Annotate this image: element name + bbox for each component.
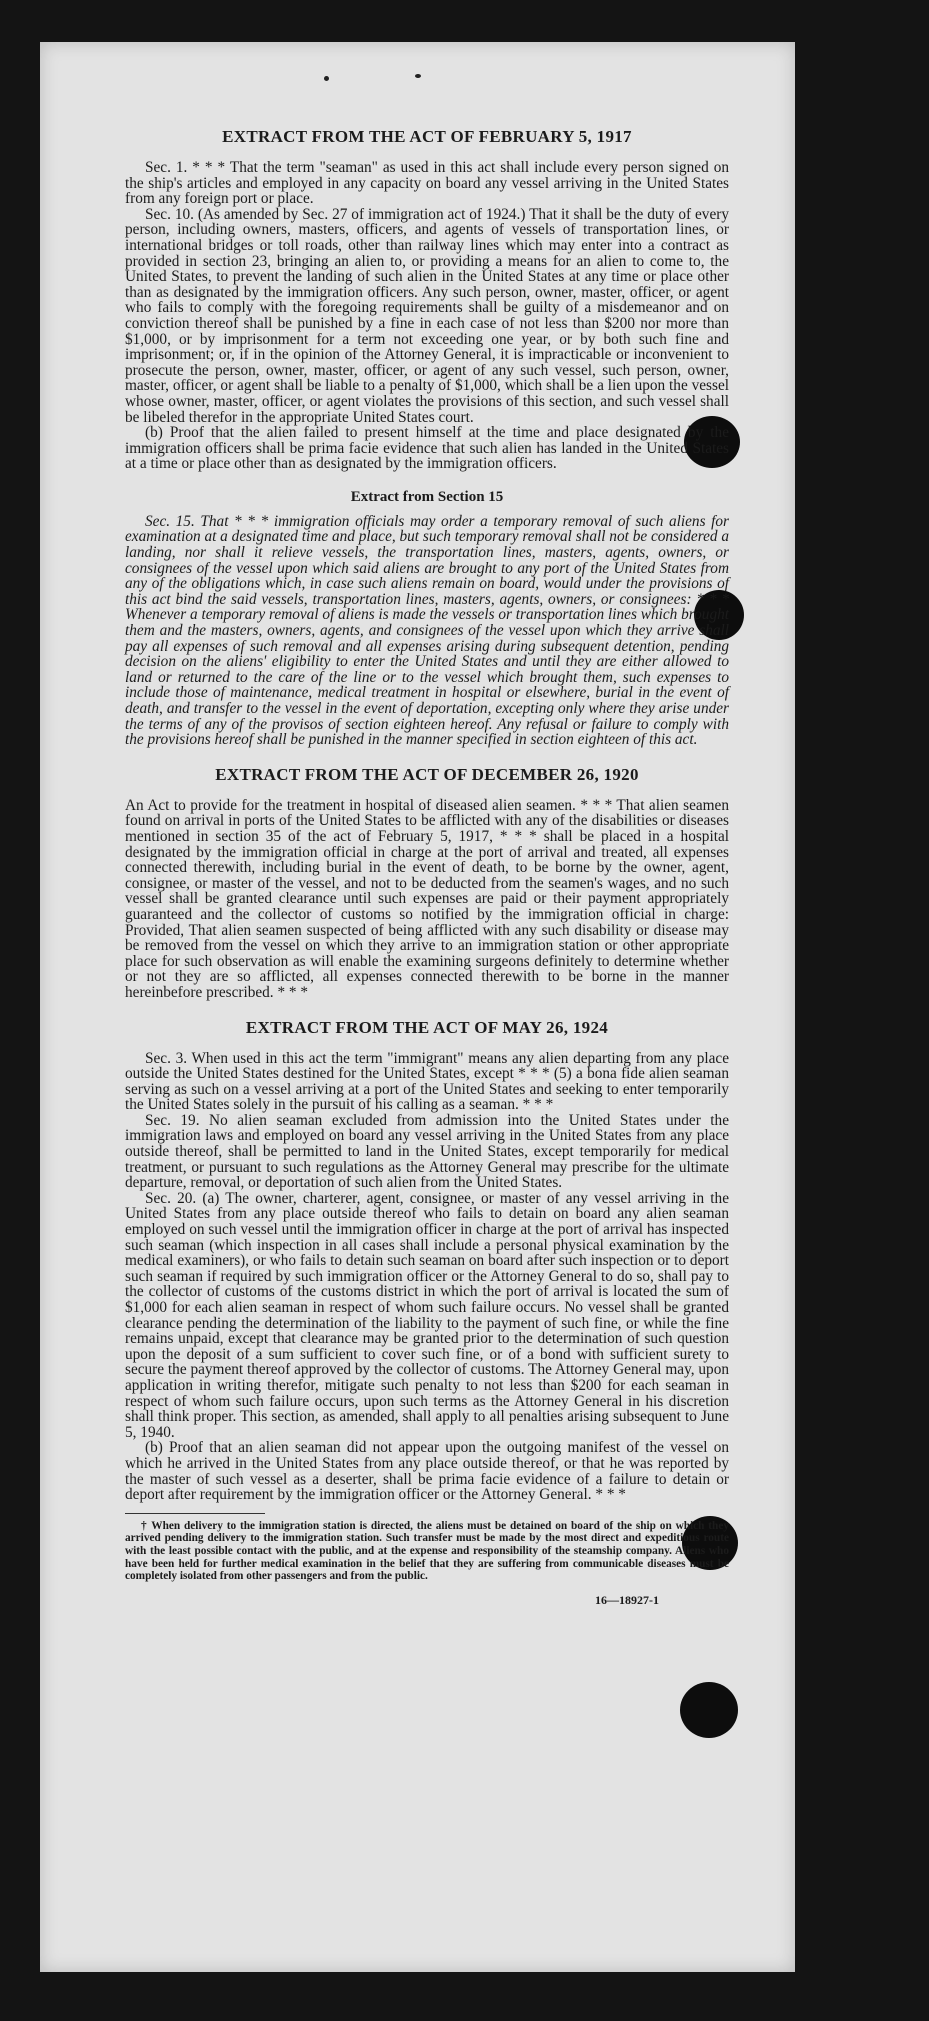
ink-speck	[324, 76, 329, 81]
paragraph-sec-3: Sec. 3. When used in this act the term "immigrant" means any alien departing from any place outside the United States destined for the United States, except * * * (5) a bona fide alien seaman serving as such on a vessel arriving at a port of the United States and seeking to enter temporarily the United States solely in the pursuit of his calling as a seaman. * * *	[125, 1049, 729, 1114]
footnote: † When delivery to the immigration station is directed, the aliens must be detained on board of the ship on which they arrived pending delivery to the immigration station. Such transfer must be made by the most direct and expeditious route with the least possible contact with the public, and at the expense and responsibility of the steamship company. Aliens who have been held for further medical examination in the belief that they are suffering from communicable diseases must be completely isolated from other passengers and from the public.	[125, 1519, 729, 1583]
paragraph-sec-10-b: (b) Proof that the alien failed to present himself at the time and place designated by the immigration officers shall be prima facie evidence that such alien has landed in the United States at a time or place other than as designated by the immigration officers.	[125, 424, 729, 473]
paragraph-sec-10: Sec. 10. (As amended by Sec. 27 of immigration act of 1924.) That it shall be the duty of every person, including owners, masters, officers, and agents of vessels of transportation lines, or international bridges or toll roads, other than railway lines which may enter into a contract as provided in section 23, bringing an alien to, or providing a means for an alien to come to, the United States, to prevent the landing of such alien in the United States at any time or place other than as designated by the immigration officers. Any such person, owner, master, officer, or agent who fails to comply with the foregoing requirements shall be guilty of a misdemeanor and on conviction thereof shall be punished by a fine in each case of not less than $200 nor more than $1,000, or by imprisonment for a term not exceeding one year, or by both such fine and imprisonment; or, if in the opinion of the Attorney General, it is impracticable or inconvenient to prosecute the person, owner, master, officer, or agent of any such vessel, such person, owner, master, officer, or agent shall be liable to a penalty of $1,000, which shall be a lien upon the vessel whose owner, master, officer, or agent violates the provisions of this section, and such vessel shall be libeled therefor in the appropriate United States court.	[125, 205, 729, 426]
heading-section-15: Extract from Section 15	[350, 488, 504, 505]
paragraph-sec-20-b: (b) Proof that an alien seaman did not appear upon the outgoing manifest of the vessel on which he arrived in the United States from any place outside thereof, or that he was reported by the master of such vessel as a deserter, shall be prima facie evidence of a failure to detain or deport after requirement by the immigration officer or the Attorney General. * * *	[125, 1439, 729, 1504]
paragraph-sec-19: Sec. 19. No alien seaman excluded from admission into the United States under the immigration laws and employed on board any vessel arriving in the United States from any place outside thereof, shall be permitted to land in the United States, except temporarily for medical treatment, or pursuant to such regulations as the Attorney General may prescribe for the ultimate departure, removal, or deportation of such alien from the United States.	[125, 1111, 729, 1192]
footnote-rule	[125, 1513, 265, 1514]
document-page	[40, 42, 795, 1972]
paragraph-sec-1: Sec. 1. * * * That the term "seaman" as used in this act shall include every person signed on the ship's articles and employed in any capacity on board any vessel arriving in the United States from any foreign port or place.	[125, 159, 729, 208]
paragraph-sec-20-a: Sec. 20. (a) The owner, charterer, agent, consignee, or master of any vessel arriving in the United States from any place outside thereof who fails to detain on board any alien seaman employed on such vessel until the immigration officer in charge at the port of arrival has inspected such seaman (which inspection in all cases shall include a personal physical examination by the medical examiners), or who fails to detain such seaman on board after such inspection or to deport such seaman if required by such immigration officer or the Attorney General to do so, shall pay to the collector of customs of the customs district in which the port of arrival is located the sum of $1,000 for each alien seaman in respect of whom such failure occurs. No vessel shall be granted clearance pending the determination of the liability to the payment of such fine, or while the fine remains unpaid, except that clearance may be granted prior to the determination of such question upon the deposit of a sum sufficient to cover such fine, or of a bond with sufficient surety to secure the payment thereof approved by the collector of customs. The Attorney General may, upon application in writing therefor, mitigate such penalty to not less than $200 for each seaman in respect of whom such failure occurs, upon such terms as the Attorney General in his discretion shall think proper. This section, as amended, shall apply to all penalties arising subsequent to June 5, 1940.	[125, 1189, 729, 1441]
punch-hole	[680, 1682, 738, 1738]
document-text	[125, 124, 729, 1608]
form-code: 16—18927-1	[595, 1592, 659, 1607]
ink-speck	[415, 74, 421, 78]
paragraph-sec-15: Sec. 15. That * * * immigration officials may order a temporary removal of such aliens for examination at a designated time and place, but such temporary removal shall not be considered a landing, nor shall it relieve vessels, the transportation lines, masters, agents, owners, or consignees of the vessel upon which said aliens are brought to any port of the United States from any of the obligations which, in case such aliens remain on board, would under the provisions of this act bind the said vessels, transportation lines, masters, agents, owners, or consignees: * * * Whenever a temporary removal of aliens is made the vessels or transportation lines which brought them and the masters, owners, agents, and consignees of the vessel upon which they arrive shall pay all expenses of such removal and all expenses arising during subsequent detention, pending decision on the aliens' eligibility to enter the United States and until they are either allowed to land or returned to the care of the line or to the vessel which brought them, such expenses to include those of maintenance, medical treatment in hospital or elsewhere, burial in the event of death, and transfer to the vessel in the event of deportation, excepting only where they arise under the terms of any of the provisos of section eighteen hereof. Any refusal or failure to comply with the provisions hereof shall be punished in the manner specified in section eighteen of this act.	[125, 512, 729, 749]
heading-act-1920: EXTRACT FROM THE ACT OF DECEMBER 26, 1920	[215, 764, 639, 784]
heading-act-1924: EXTRACT FROM THE ACT OF MAY 26, 1924	[245, 1017, 609, 1037]
paragraph-act-1920: An Act to provide for the treatment in hospital of diseased alien seamen. * * * That alien seamen found on arrival in ports of the United States to be afflicted with any of the disabilities or diseases mentioned in section 35 of the act of February 5, 1917, * * * shall be placed in a hospital designated by the immigration official in charge at the port of arrival and treated, all expenses connected therewith, including burial in the event of death, to be borne by the owner, agent, consignee, or master of the vessel, and not to be deducted from the seamen's wages, and no such vessel shall be granted clearance until such expenses are paid or their payment appropriately guaranteed and the collector of customs so notified by the immigration official in charge: Provided, That alien seamen suspected of being afflicted with any such disability or disease may be removed from the vessel on which they arrive to an immigration station or other appropriate place for such observation as will enable the examining surgeons definitely to determine whether or not they are so afflicted, all expenses connected therewith to be borne in the manner hereinbefore prescribed. * * *	[125, 796, 729, 1001]
heading-act-1917: EXTRACT FROM THE ACT OF FEBRUARY 5, 1917	[222, 127, 632, 146]
